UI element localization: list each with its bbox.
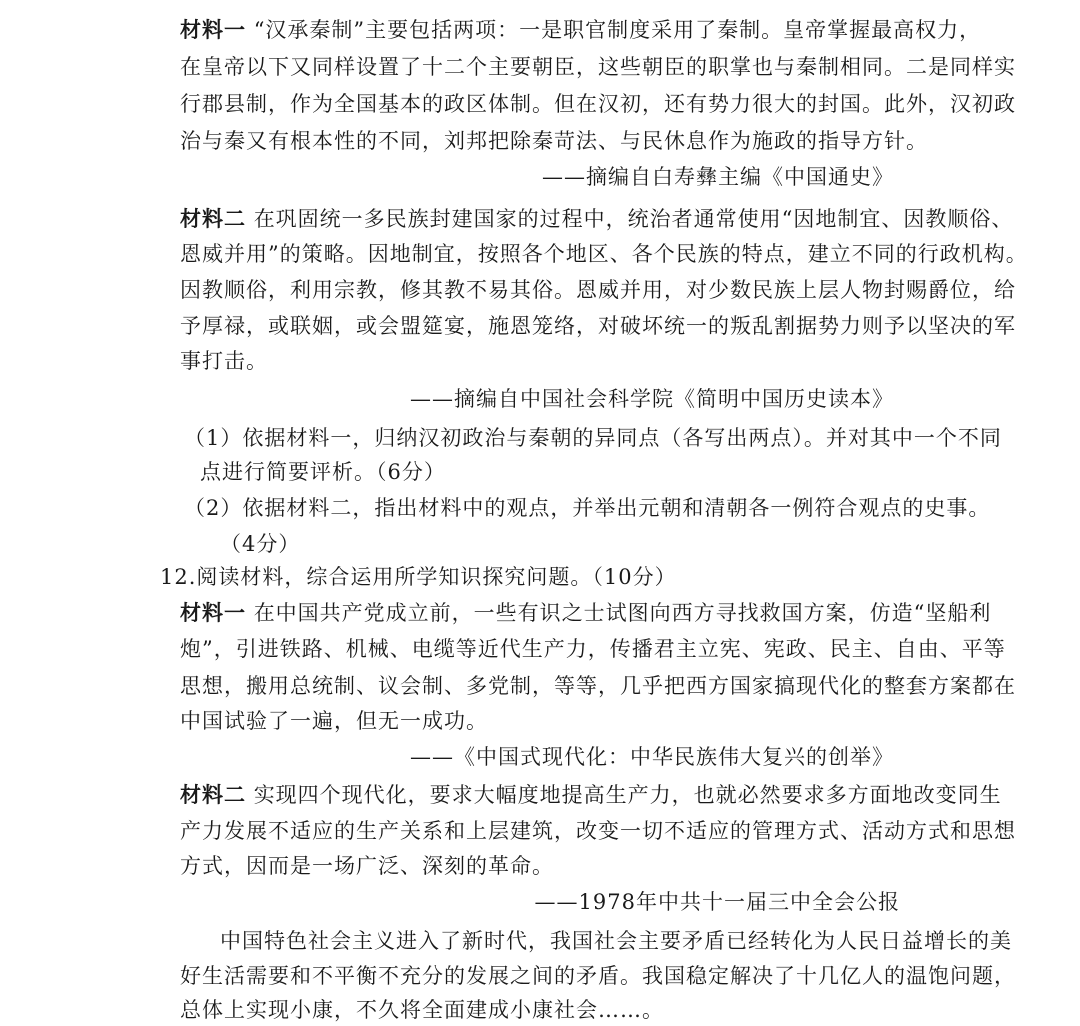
q11-m1-line-2: 在皇帝以下又同样设置了十二个主要朝臣，这些朝臣的职掌也与秦制相同。二是同样实 (180, 55, 1016, 79)
q11-m1-line-4: 治与秦又有根本性的不同，刘邦把除秦苛法、与民休息作为施政的指导方针。 (180, 129, 928, 153)
q11-question-2-line-1: （2）依据材料二，指出材料中的观点，并举出元朝和清朝各一例符合观点的史事。 (184, 496, 991, 520)
q12-m1-source: ——《中国式现代化：中华民族伟大复兴的创举》 (410, 745, 894, 769)
q12-extra-line-2: 好生活需要和不平衡不充分的发展之间的矛盾。我国稳定解决了十几亿人的温饱问题， (180, 964, 1016, 988)
q12-m2-line-1: 材料二 实现四个现代化，要求大幅度地提高生产力，也就必然要求多方面地改变同生 (180, 782, 1002, 807)
q11-question-1-line-2: 点进行简要评析。（6分） (200, 460, 446, 484)
q11-question-1-line-1: （1）依据材料一，归纳汉初政治与秦朝的异同点（各写出两点）。并对其中一个不同 (184, 426, 1002, 450)
q11-question-2-line-2: （4分） (220, 532, 301, 556)
q11-m2-line-5: 事打击。 (180, 349, 268, 373)
q12-m1-line-2: 炮”，引进铁路、机械、电缆等近代生产力，传播君主立宪、宪政、民主、自由、平等 (180, 637, 1006, 661)
q12-m1-line-3: 思想，搬用总统制、议会制、多党制，等等，几乎把西方国家搞现代化的整套方案都在 (180, 674, 1016, 698)
q12-m1-line-1: 材料一 在中国共产党成立前，一些有识之士试图向西方寻找救国方案，仿造“坚船利 (180, 600, 992, 625)
q12-m2-source: ——1978年中共十一届三中全会公报 (534, 890, 900, 914)
q11-m2-source: ——摘编自中国社会科学院《简明中国历史读本》 (410, 387, 894, 411)
q11-m2-line-2: 恩威并用”的策略。因地制宜，按照各个地区、各个民族的特点，建立不同的行政机构。 (180, 242, 1028, 266)
q11-m1-label: 材料一 (180, 17, 246, 42)
q12-m1-line-4: 中国试验了一遍，但无一成功。 (180, 709, 488, 733)
q12-extra-line-3: 总体上实现小康，不久将全面建成小康社会……。 (180, 998, 664, 1022)
q12-m1-label: 材料一 (180, 600, 246, 625)
q12-m2-label: 材料二 (180, 782, 246, 807)
q12-m2-line-3: 方式，因而是一场广泛、深刻的革命。 (180, 854, 554, 878)
q12-heading: 12.阅读材料，综合运用所学知识探究问题。（10分） (160, 565, 677, 589)
q11-m1-line-3: 行郡县制，作为全国基本的政区体制。但在汉初，还有势力很大的封国。此外，汉初政 (180, 92, 1016, 116)
q11-m2-line-3: 因教顺俗，利用宗教，修其教不易其俗。恩威并用，对少数民族上层人物封赐爵位，给 (180, 278, 1016, 302)
q12-extra-line-1: 中国特色社会主义进入了新时代，我国社会主要矛盾已经转化为人民日益增长的美 (220, 929, 1012, 953)
q11-m2-line-1: 材料二 在巩固统一多民族封建国家的过程中，统治者通常使用“因地制宜、因教顺俗、 (180, 206, 1014, 231)
q11-m2-label: 材料二 (180, 206, 246, 231)
q12-m2-line-2: 产力发展不适应的生产关系和上层建筑，改变一切不适应的管理方式、活动方式和思想 (180, 819, 1016, 843)
q11-m1-source: ——摘编自白寿彝主编《中国通史》 (542, 165, 894, 189)
q11-m2-line-4: 予厚禄，或联姻，或会盟筵宴，施恩笼络，对破坏统一的叛乱割据势力则予以坚决的军 (180, 314, 1016, 338)
q11-m1-line-1: 材料一 “汉承秦制”主要包括两项：一是职官制度采用了秦制。皇帝掌握最高权力， (180, 17, 982, 42)
